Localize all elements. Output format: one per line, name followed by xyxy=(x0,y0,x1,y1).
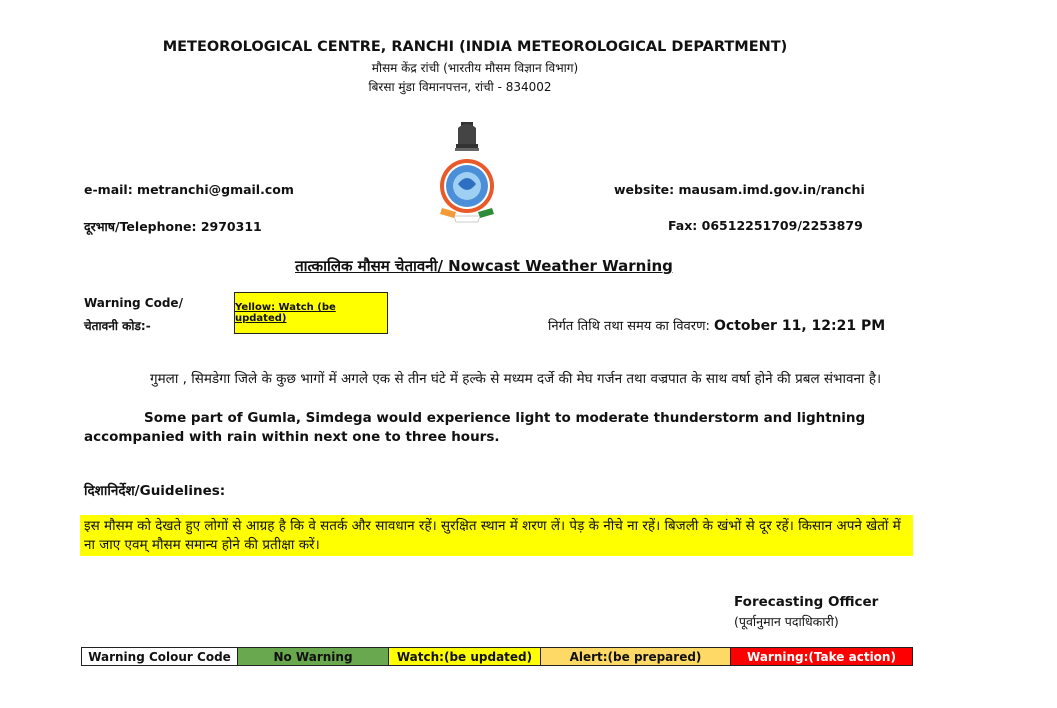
issued-value: October 11, 12:21 PM xyxy=(714,318,886,334)
legend-item-alert: Alert:(be prepared) xyxy=(541,648,731,666)
issued-label: निर्गत तिथि तथा समय का विवरण: xyxy=(548,319,710,334)
legend-item-no-warning: No Warning xyxy=(238,648,389,666)
legend-item-watch: Watch:(be updated) xyxy=(389,648,541,666)
officer-title-hi: (पूर्वानुमान पदाधिकारी) xyxy=(734,614,839,629)
contact-fax: Fax: 06512251709/2253879 xyxy=(668,218,863,233)
officer-title-en: Forecasting Officer xyxy=(734,594,879,610)
legend-item-warning: Warning:(Take action) xyxy=(731,648,913,666)
header-title-hi: मौसम केंद्र रांची (भारतीय मौसम विज्ञान विभाग) xyxy=(371,61,579,75)
warning-code-badge: Yellow: Watch (be updated) xyxy=(234,292,388,334)
guidelines-label: दिशानिर्देश/Guidelines: xyxy=(84,483,226,499)
warning-text-en: Some part of Gumla, Simdega would experience light to moderate thunderstorm and lightning accompanied with rain within next one to three hours. xyxy=(84,410,866,445)
guidelines-text: इस मौसम को देखते हुए लोगों से आग्रह है कि वे सतर्क और सावधान रहें। सुरक्षित स्थान में शरण लें। पेड़ के नीचे ना रहें। बिजली के खंभों से दूर रहें। किसान अपने खेतों में ना जाए एवम् मौसम समान्य होने की प्रतीक्षा करें। xyxy=(80,515,913,556)
warning-code-label-hi: चेतावनी कोड:- xyxy=(84,319,151,333)
legend-item-colour-code: Warning Colour Code xyxy=(82,648,238,666)
contact-telephone: दूरभाष/Telephone: 2970311 xyxy=(84,219,262,234)
contact-email: e-mail: metranchi@gmail.com xyxy=(84,182,294,197)
header-title-en: METEOROLOGICAL CENTRE, RANCHI (INDIA METEOROLOGICAL DEPARTMENT) xyxy=(162,39,788,55)
warning-colour-legend xyxy=(81,647,913,666)
contact-website: website: mausam.imd.gov.in/ranchi xyxy=(614,182,865,197)
warning-code-label-en: Warning Code/ xyxy=(84,296,183,310)
imd-emblem-icon xyxy=(434,120,500,232)
header-address: बिरसा मुंडा विमानपत्तन, रांची - 834002 xyxy=(368,80,552,94)
warning-text-hi: गुमला , सिमडेगा जिले के कुछ भागों में अगले एक से तीन घंटे में हल्के से मध्यम दर्जे की मेघ गर्जन तथा वज्रपात के साथ वर्षा होने की प्रबल संभावना है। xyxy=(150,371,882,387)
warning-title: तात्कालिक मौसम चेतावनी/ Nowcast Weather Warning xyxy=(295,257,673,275)
issued-datetime xyxy=(548,316,885,334)
